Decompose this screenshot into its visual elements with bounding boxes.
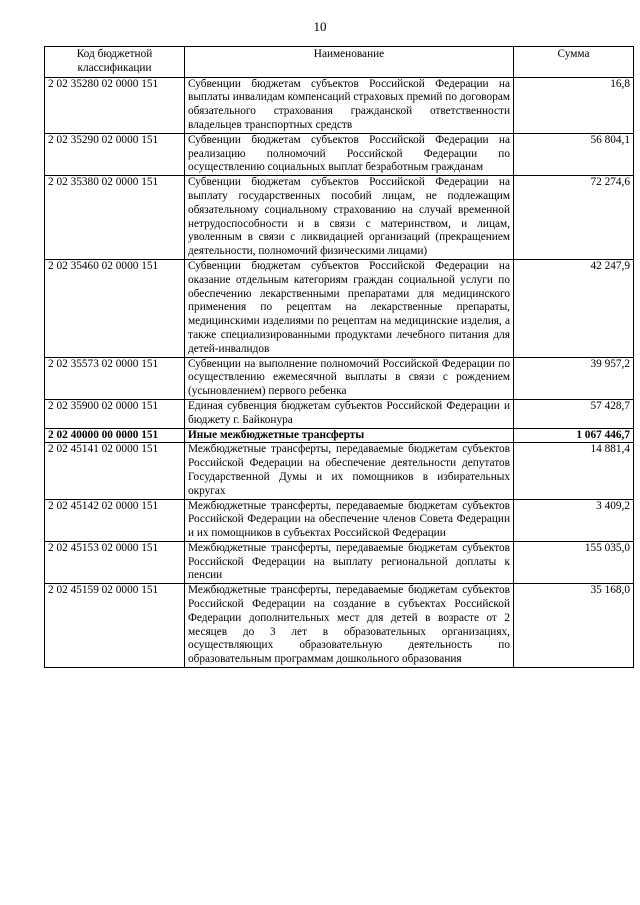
row-sum: 14 881,4 <box>514 443 634 499</box>
header-sum: Сумма <box>514 47 634 78</box>
table-row <box>45 259 634 357</box>
row-name: Иные межбюджетные трансферты <box>185 428 514 443</box>
row-sum: 3 409,2 <box>514 499 634 541</box>
row-sum: 42 247,9 <box>514 259 634 357</box>
page-number: 10 <box>313 19 327 34</box>
table-row <box>45 133 634 175</box>
row-code: 2 02 45153 02 0000 151 <box>45 541 185 583</box>
row-code: 2 02 45142 02 0000 151 <box>45 499 185 541</box>
row-name: Субвенции бюджетам субъектов Российской Федерации на реализацию полномочий Российской Федерации по осуществлению социальных выплат безработным гражданам <box>185 133 514 175</box>
budget-table <box>44 46 634 668</box>
row-code: 2 02 35900 02 0000 151 <box>45 399 185 428</box>
table-row <box>45 584 634 668</box>
row-code: 2 02 35380 02 0000 151 <box>45 176 185 260</box>
row-name: Субвенции бюджетам субъектов Российской Федерации на оказание отдельным категориям граждан социальной услуги по обеспечению лекарственными препаратами для медицинского применения по рецептам на лекарственные препараты, медицинскими изделиями по рецептам на медицинские изделия, а также специализированными продуктами лечебного питания для детей-инвалидов <box>185 259 514 357</box>
table-header-row <box>45 47 634 78</box>
row-code: 2 02 40000 00 0000 151 <box>45 428 185 443</box>
table-row-total <box>45 428 634 443</box>
row-name: Межбюджетные трансферты, передаваемые бюджетам субъектов Российской Федерации на выплату региональной доплаты к пенсии <box>185 541 514 583</box>
row-sum: 57 428,7 <box>514 399 634 428</box>
table-row <box>45 77 634 133</box>
row-name: Межбюджетные трансферты, передаваемые бюджетам субъектов Российской Федерации на создание в субъектах Российской Федерации дополнительных мест для детей в возрасте от 2 месяцев до 3 лет в образовательных организациях, осуществляющих образовательную деятельность по образовательным программам дошкольного образования <box>185 584 514 668</box>
row-code: 2 02 35280 02 0000 151 <box>45 77 185 133</box>
row-sum: 155 035,0 <box>514 541 634 583</box>
table-row <box>45 541 634 583</box>
row-name: Межбюджетные трансферты, передаваемые бюджетам субъектов Российской Федерации на обеспечение деятельности депутатов Государственной Думы и их помощников в избирательных округах <box>185 443 514 499</box>
table-row <box>45 176 634 260</box>
row-sum: 72 274,6 <box>514 176 634 260</box>
row-code: 2 02 35290 02 0000 151 <box>45 133 185 175</box>
header-code: Код бюджетной классификации <box>45 47 185 78</box>
table-row <box>45 499 634 541</box>
row-sum: 16,8 <box>514 77 634 133</box>
table-row <box>45 357 634 399</box>
table-row <box>45 443 634 499</box>
row-sum: 56 804,1 <box>514 133 634 175</box>
row-code: 2 02 35573 02 0000 151 <box>45 357 185 399</box>
row-code: 2 02 45141 02 0000 151 <box>45 443 185 499</box>
row-name: Субвенции на выполнение полномочий Российской Федерации по осуществлению ежемесячной выплаты в связи с рождением (усыновлением) первого ребенка <box>185 357 514 399</box>
table-row <box>45 399 634 428</box>
row-name: Субвенции бюджетам субъектов Российской Федерации на выплату государственных пособий лицам, не подлежащим обязательному социальному страхованию на случай временной нетрудоспособности и в связи с материнством, и лицам, уволенным в связи с ликвидацией организаций (прекращением деятельности, полномочий физическими лицами) <box>185 176 514 260</box>
header-name: Наименование <box>185 47 514 78</box>
row-sum: 1 067 446,7 <box>514 428 634 443</box>
row-name: Межбюджетные трансферты, передаваемые бюджетам субъектов Российской Федерации на обеспечение членов Совета Федерации и их помощников в субъектах Российской Федерации <box>185 499 514 541</box>
row-sum: 35 168,0 <box>514 584 634 668</box>
row-code: 2 02 35460 02 0000 151 <box>45 259 185 357</box>
row-sum: 39 957,2 <box>514 357 634 399</box>
row-name: Субвенции бюджетам субъектов Российской Федерации на выплаты инвалидам компенсаций страховых премий по договорам обязательного страхования гражданской ответственности владельцев транспортных средств <box>185 77 514 133</box>
row-code: 2 02 45159 02 0000 151 <box>45 584 185 668</box>
row-name: Единая субвенция бюджетам субъектов Российской Федерации и бюджету г. Байконура <box>185 399 514 428</box>
